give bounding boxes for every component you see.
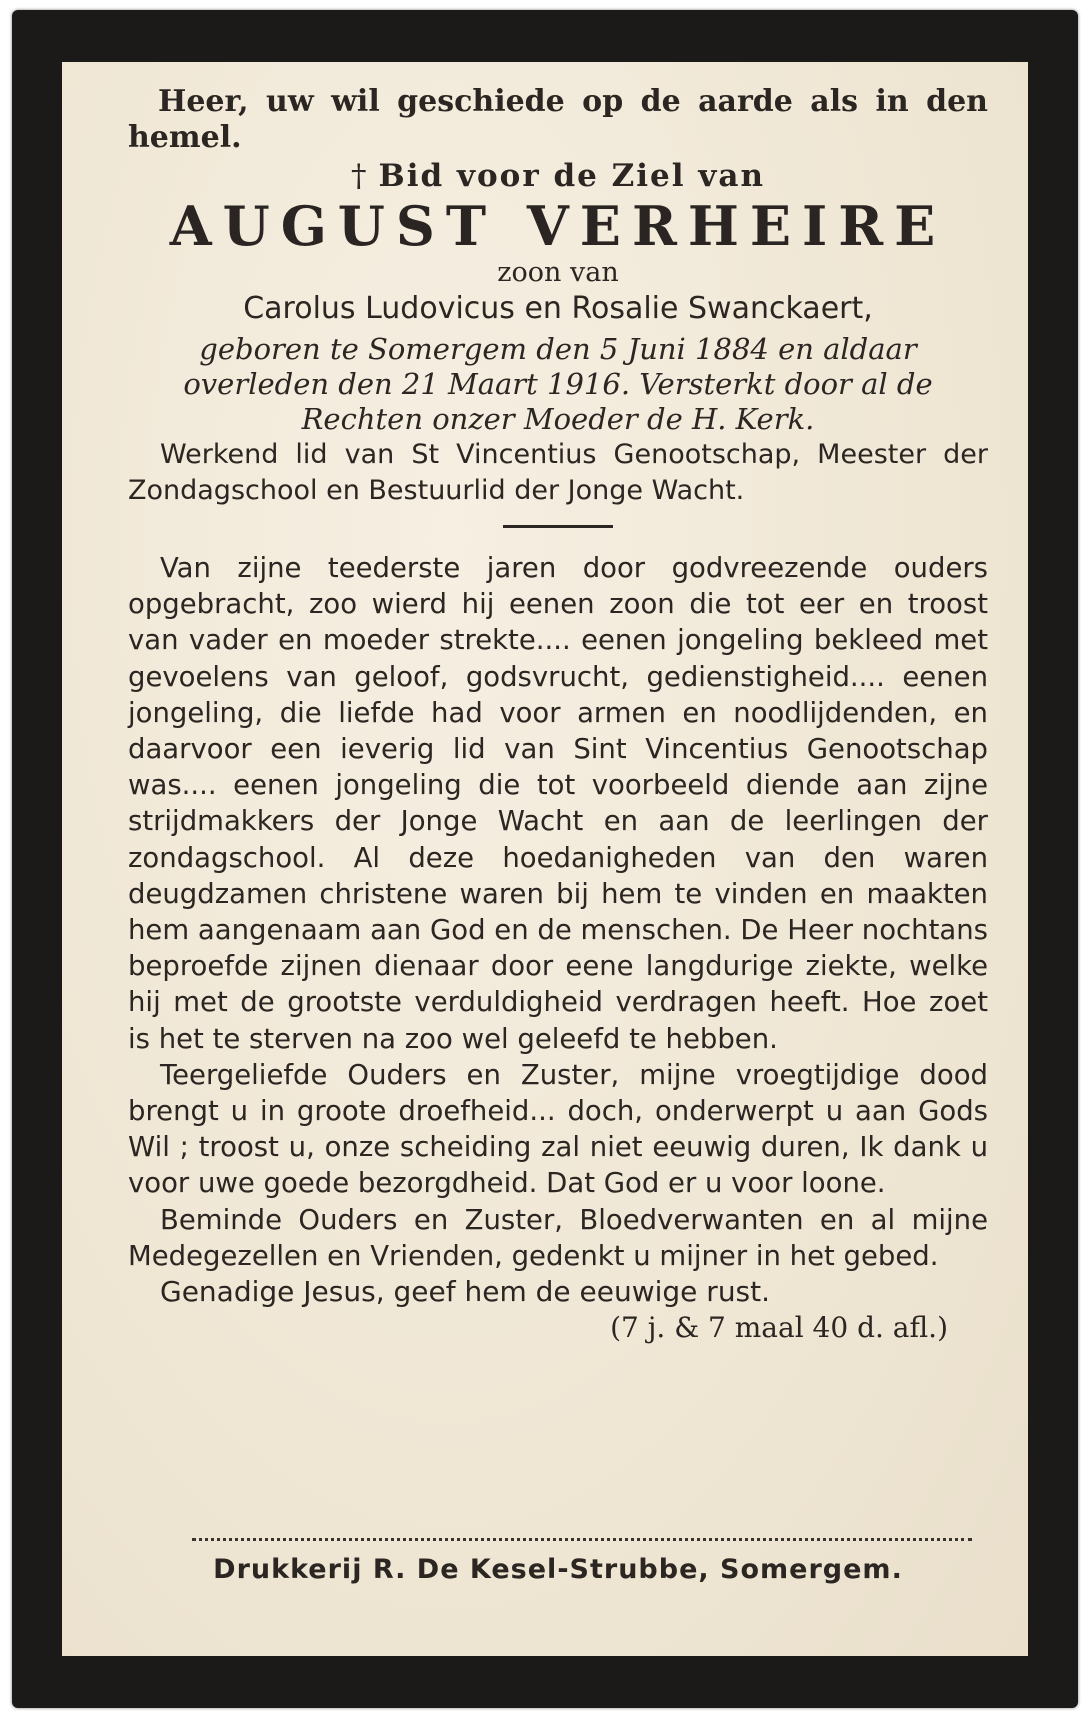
bid-text: Bid voor de Ziel van xyxy=(378,158,765,194)
bid-line xyxy=(128,158,988,194)
deceased-name: AUGUST VERHEIRE xyxy=(169,194,947,258)
card-paper xyxy=(62,62,1028,1656)
son-of-line: zoon van xyxy=(497,257,619,288)
indulgence-note: (7 j. & 7 maal 40 d. afl.) xyxy=(610,1311,948,1345)
paragraph-friends: Beminde Ouders en Zuster, Bloedverwanten en al mijne Medegezellen en Vrienden, gedenkt u mijner in het gebed. xyxy=(128,1203,988,1272)
closing-prayer: Genadige Jesus, geef hem de eeuwige rust. xyxy=(160,1275,771,1309)
birth-death-line: geboren te Somergem den 5 Juni 1884 en aldaar overleden den 21 Maart 1916. Versterkt door al de Rechten onzer Moeder de H. Kerk. xyxy=(183,332,933,436)
opening-prayer: Heer, uw wil geschiede op de aarde als in den hemel. xyxy=(128,84,988,155)
printer-credit: Drukkerij R. De Kesel-Strubbe, Somergem. xyxy=(213,1554,903,1585)
divider-line xyxy=(503,525,613,528)
card-text xyxy=(128,84,988,1346)
parents-line: Carolus Ludovicus en Rosalie Swanckaert, xyxy=(243,291,873,326)
paragraph-life: Van zijne teederste jaren door godvreezende ouders opgebracht, zoo wierd hij eenen zoon die tot eer en troost van vader en moeder strekte.... eenen jongeling bekleed met gevoelens van geloof, godsvrucht, gedienstigheid.... eenen jongeling, die liefde had voor armen en noodlijdenden, en daarvoor een ieverig lid van Sint Vincentius Genootschap was.... eenen jongeling die tot voorbeeld diende aan zijne strijdmakkers der Jonge Wacht en aan de leerlingen der zondagschool. Al deze hoedanigheden van den waren deugdzamen christene waren bij hem te vinden en maakten hem aangenaam aan God en de menschen. De Heer nochtans beproefde zijnen dienaar door eene langdurige ziekte, welke hij met de grootste verduldigheid verdragen heeft. Hoe zoet is het te sterven na zoo wel geleefd te hebben. xyxy=(128,552,988,1055)
membership-line: Werkend lid van St Vincentius Genootschap, Meester der Zondagschool en Bestuurlid der Jonge Wacht. xyxy=(128,439,988,506)
paragraph-parents: Teergeliefde Ouders en Zuster, mijne vroegtijdige dood brengt u in groote droefheid... doch, onderwerpt u aan Gods Wil ; troost u, onze scheiding zal niet eeuwig duren, Ik dank u voor uwe goede bezorgdheid. Dat God er u voor loone. xyxy=(128,1058,988,1200)
memorial-card xyxy=(12,10,1078,1708)
dotted-divider xyxy=(192,1538,972,1541)
cross-icon: † xyxy=(351,158,369,194)
